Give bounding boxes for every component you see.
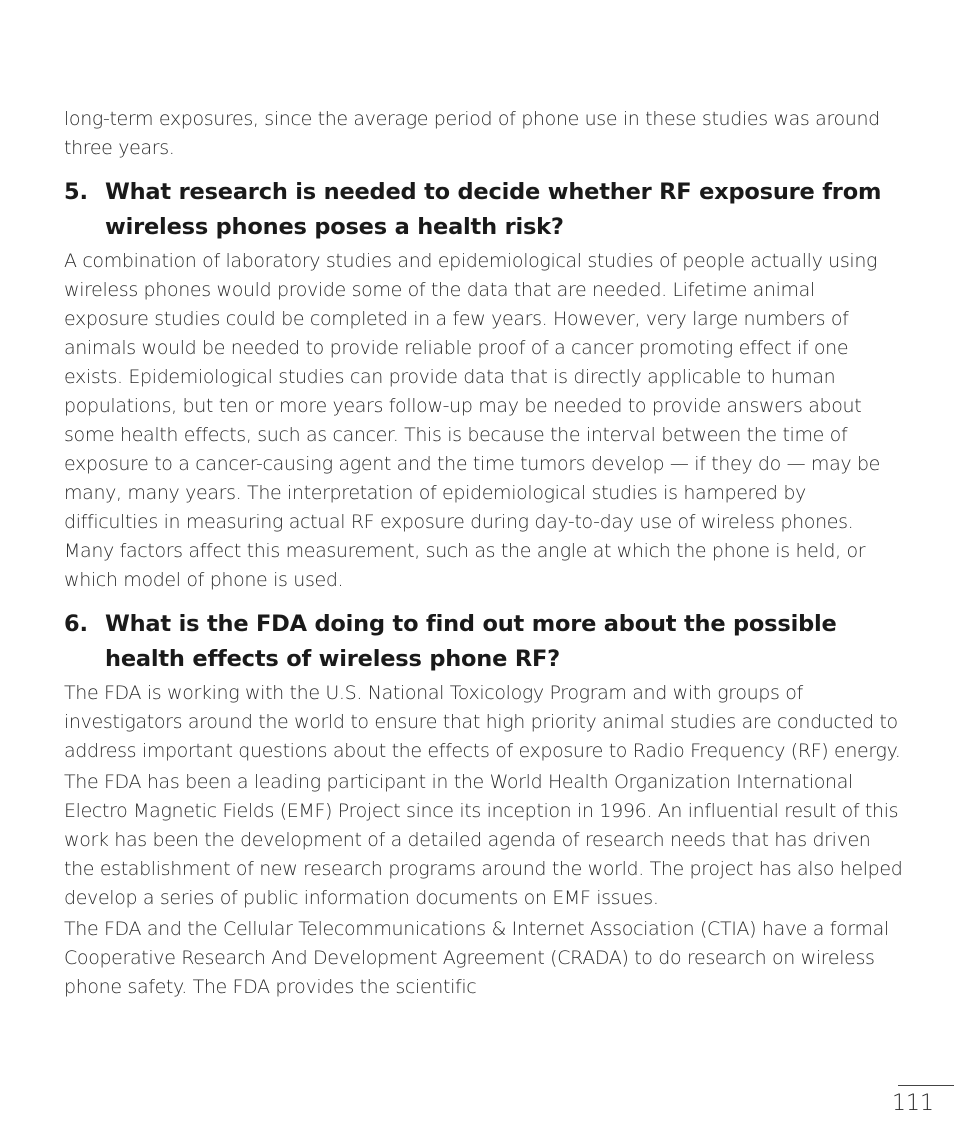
section-5-title: What research is needed to decide whether RF exposure from wireless phones poses a health risk?: [105, 179, 882, 240]
section-5-number: 5.: [64, 179, 88, 205]
document-body: [64, 105, 904, 1002]
section-6-heading: [64, 607, 904, 677]
footer-divider: [898, 1085, 954, 1086]
section-6-title: What is the FDA doing to find out more about the possible health effects of wireless phone RF?: [105, 611, 837, 672]
intro-paragraph: long-term exposures, since the average period of phone use in these studies was around three years.: [64, 108, 880, 159]
section-6-paragraph-1: The FDA is working with the U.S. National Toxicology Program and with groups of investigators around the world to ensure that high priority animal studies are conducted to address important questions about the effects of exposure to Radio Frequency (RF) energy.: [64, 682, 901, 762]
page-number: 111: [892, 1091, 934, 1116]
section-6-paragraph-3: The FDA and the Cellular Telecommunications & Internet Association (CTIA) have a formal Cooperative Research And Development Agreement (CRADA) to do research on wireless phone safety. The FDA provides the scientific: [64, 918, 889, 998]
section-5-heading: [64, 175, 904, 245]
section-5-paragraph: A combination of laboratory studies and epidemiological studies of people actually using wireless phones would provide some of the data that are needed. Lifetime animal exposure studies could be completed in a few years. However, very large numbers of animals would be needed to provide reliable proof of a cancer promoting effect if one exists. Epidemiological studies can provide data that is directly applicable to human populations, but ten or more years follow-up may be needed to provide answers about some health effects, such as cancer. This is because the interval between the time of exposure to a cancer-causing agent and the time tumors develop — if they do — may be many, many years. The interpretation of epidemiological studies is hampered by difficulties in measuring actual RF exposure during day-to-day use of wireless phones. Many factors affect this measurement, such as the angle at which the phone is held, or which model of phone is used.: [64, 250, 881, 591]
section-6-number: 6.: [64, 611, 88, 637]
section-6-paragraph-2: The FDA has been a leading participant in the World Health Organization International Electro Magnetic Fields (EMF) Project since its inception in 1996. An influential result of this work has been the development of a detailed agenda of research needs that has driven the establishment of new research programs around the world. The project has also helped develop a series of public information documents on EMF issues.: [64, 771, 903, 909]
